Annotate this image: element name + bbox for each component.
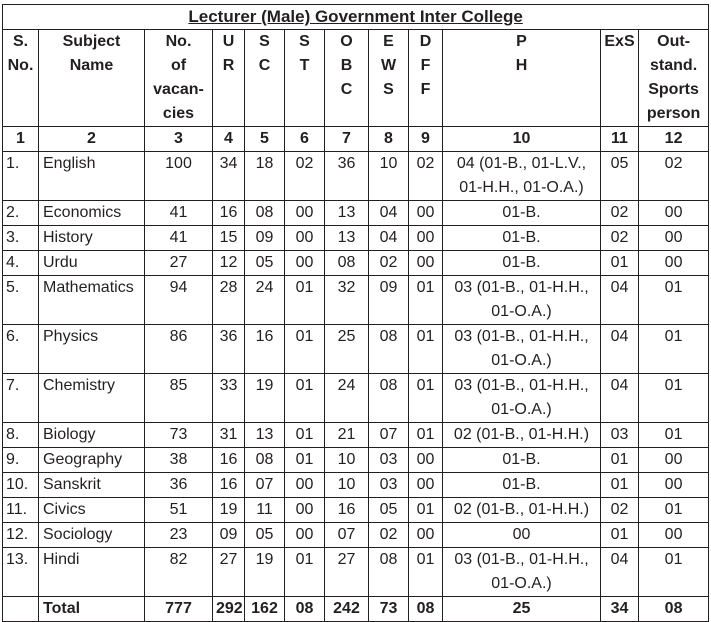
cell-sports: 01 (639, 325, 709, 374)
cell-ph (443, 251, 601, 276)
cell-sc: 08 (245, 201, 285, 226)
cell-ews: 02 (369, 523, 409, 548)
column-number: 12 (639, 127, 709, 152)
cell-ph (443, 201, 601, 226)
cell-ur: 36 (213, 325, 245, 374)
cell-ews: 10 (369, 152, 409, 201)
cell-obc: 27 (325, 548, 369, 597)
column-number-row (3, 127, 709, 152)
cell-ews: 02 (369, 251, 409, 276)
cell-ur: 15 (213, 226, 245, 251)
cell-subject: Urdu (39, 251, 145, 276)
cell-subject: Geography (39, 448, 145, 473)
total-ews: 73 (369, 597, 409, 622)
total-sno-cell (3, 597, 39, 622)
cell-st: 00 (285, 473, 325, 498)
ph-line: 01-B. (502, 476, 541, 493)
header-line: U (222, 33, 235, 50)
cell-dff: 01 (409, 498, 443, 523)
cell-dff: 00 (409, 448, 443, 473)
total-ur: 292 (213, 597, 245, 622)
header-sc (245, 30, 285, 127)
cell-obc: 16 (325, 498, 369, 523)
cell-st: 01 (285, 448, 325, 473)
cell-subject: Physics (39, 325, 145, 374)
cell-exs: 01 (601, 473, 639, 498)
cell-sno: 7. (3, 374, 39, 423)
cell-sc: 07 (245, 473, 285, 498)
header-line: ExS (604, 33, 635, 50)
header-line: S (299, 33, 310, 50)
cell-sno: 9. (3, 448, 39, 473)
cell-subject: Mathematics (39, 276, 145, 325)
header-exs (601, 30, 639, 127)
ph-line: 03 (01-B., 01-H.H., (454, 328, 589, 345)
cell-exs: 01 (601, 448, 639, 473)
cell-dff: 00 (409, 523, 443, 548)
header-sno (3, 30, 39, 127)
cell-st: 01 (285, 276, 325, 325)
header-line: B (340, 57, 353, 74)
cell-exs: 02 (601, 498, 639, 523)
cell-sno: 10. (3, 473, 39, 498)
cell-ews: 05 (369, 498, 409, 523)
cell-subject: English (39, 152, 145, 201)
cell-sno: 2. (3, 201, 39, 226)
ph-line: 03 (01-B., 01-H.H., (454, 551, 589, 568)
ph-line: 03 (01-B., 01-H.H., (454, 377, 589, 394)
cell-obc: 32 (325, 276, 369, 325)
cell-ph (443, 276, 601, 325)
cell-exs: 04 (601, 374, 639, 423)
cell-sports: 00 (639, 201, 709, 226)
table-row (3, 152, 709, 201)
cell-sno: 5. (3, 276, 39, 325)
cell-sc: 18 (245, 152, 285, 201)
header-line: S (383, 81, 394, 98)
header-subject (39, 30, 145, 127)
total-st: 08 (285, 597, 325, 622)
header-line: of (170, 57, 187, 74)
cell-ph (443, 152, 601, 201)
cell-sc: 08 (245, 448, 285, 473)
cell-ews: 08 (369, 374, 409, 423)
ph-line: 01-O.A.) (491, 401, 552, 418)
cell-dff: 01 (409, 548, 443, 597)
table-row (3, 473, 709, 498)
total-row (3, 597, 709, 622)
cell-st: 00 (285, 251, 325, 276)
ph-line: 01-B. (502, 204, 541, 221)
cell-st: 01 (285, 374, 325, 423)
cell-ph (443, 498, 601, 523)
cell-st: 00 (285, 523, 325, 548)
column-number: 8 (369, 127, 409, 152)
header-line: F (420, 57, 431, 74)
cell-ur: 34 (213, 152, 245, 201)
cell-vac: 94 (145, 276, 213, 325)
cell-ews: 04 (369, 201, 409, 226)
cell-sports: 01 (639, 423, 709, 448)
header-line: vacan- (153, 81, 204, 98)
cell-obc: 36 (325, 152, 369, 201)
ph-line: 01-B. (502, 254, 541, 271)
header-ur (213, 30, 245, 127)
table-body (3, 152, 709, 597)
cell-subject: Chemistry (39, 374, 145, 423)
table-row (3, 498, 709, 523)
header-line: Name (69, 57, 114, 74)
total-vacancies: 777 (145, 597, 213, 622)
cell-sc: 24 (245, 276, 285, 325)
total-exs: 34 (601, 597, 639, 622)
cell-ur: 12 (213, 251, 245, 276)
cell-obc: 10 (325, 473, 369, 498)
cell-exs: 01 (601, 523, 639, 548)
cell-dff: 00 (409, 251, 443, 276)
table-row (3, 548, 709, 597)
cell-dff: 00 (409, 201, 443, 226)
cell-exs: 05 (601, 152, 639, 201)
column-number: 4 (213, 127, 245, 152)
cell-sno: 1. (3, 152, 39, 201)
ph-line: 02 (01-B., 01-H.H.) (453, 426, 590, 443)
cell-ph (443, 548, 601, 597)
cell-vac: 82 (145, 548, 213, 597)
header-line: P (516, 33, 527, 50)
cell-vac: 27 (145, 251, 213, 276)
cell-vac: 51 (145, 498, 213, 523)
column-number: 2 (39, 127, 145, 152)
total-ph: 25 (443, 597, 601, 622)
column-number: 5 (245, 127, 285, 152)
cell-sports: 01 (639, 276, 709, 325)
cell-sc: 16 (245, 325, 285, 374)
table-row (3, 276, 709, 325)
cell-ph (443, 448, 601, 473)
header-line: person (646, 105, 701, 122)
cell-ph (443, 423, 601, 448)
header-line: S (259, 33, 270, 50)
header-row (3, 30, 709, 127)
cell-exs: 03 (601, 423, 639, 448)
cell-st: 00 (285, 498, 325, 523)
cell-sc: 05 (245, 523, 285, 548)
cell-ur: 09 (213, 523, 245, 548)
cell-ph (443, 325, 601, 374)
cell-ur: 31 (213, 423, 245, 448)
ph-line: 01-B. (502, 451, 541, 468)
table-row (3, 523, 709, 548)
header-line: S. (12, 33, 29, 50)
cell-exs: 04 (601, 276, 639, 325)
column-number: 1 (3, 127, 39, 152)
cell-sno: 11. (3, 498, 39, 523)
header-dff (409, 30, 443, 127)
cell-subject: Sanskrit (39, 473, 145, 498)
ph-line: 03 (01-B., 01-H.H., (454, 279, 589, 296)
cell-subject: Civics (39, 498, 145, 523)
cell-sports: 02 (639, 152, 709, 201)
cell-ph (443, 226, 601, 251)
cell-sports: 00 (639, 448, 709, 473)
cell-ph (443, 473, 601, 498)
table-row (3, 374, 709, 423)
cell-sports: 00 (639, 473, 709, 498)
header-line: C (258, 57, 271, 74)
cell-obc: 21 (325, 423, 369, 448)
ph-line: 02 (01-B., 01-H.H.) (453, 501, 590, 518)
cell-sports: 01 (639, 548, 709, 597)
cell-sno: 3. (3, 226, 39, 251)
column-number: 11 (601, 127, 639, 152)
column-number: 9 (409, 127, 443, 152)
header-line: cies (162, 105, 195, 122)
header-sports (639, 30, 709, 127)
cell-vac: 85 (145, 374, 213, 423)
cell-subject: History (39, 226, 145, 251)
total-sc: 162 (245, 597, 285, 622)
column-number: 7 (325, 127, 369, 152)
cell-exs: 02 (601, 201, 639, 226)
header-line: No. (165, 33, 192, 50)
cell-obc: 24 (325, 374, 369, 423)
cell-ews: 07 (369, 423, 409, 448)
cell-sno: 4. (3, 251, 39, 276)
cell-st: 01 (285, 548, 325, 597)
cell-exs: 04 (601, 325, 639, 374)
header-st (285, 30, 325, 127)
header-line: C (340, 81, 353, 98)
table-row (3, 201, 709, 226)
cell-ews: 04 (369, 226, 409, 251)
header-obc (325, 30, 369, 127)
ph-line: 01-O.A.) (491, 303, 552, 320)
header-line: D (419, 33, 432, 50)
ph-line: 01-O.A.) (491, 575, 552, 592)
cell-obc: 08 (325, 251, 369, 276)
header-line: stand. (650, 57, 698, 74)
header-line: Sports (648, 81, 699, 98)
header-line: O (340, 33, 353, 50)
cell-dff: 01 (409, 423, 443, 448)
cell-st: 02 (285, 152, 325, 201)
cell-sno: 8. (3, 423, 39, 448)
cell-sc: 09 (245, 226, 285, 251)
cell-dff: 01 (409, 276, 443, 325)
header-ews (369, 30, 409, 127)
cell-ews: 08 (369, 325, 409, 374)
cell-sc: 19 (245, 548, 285, 597)
table-title: Lecturer (Male) Government Inter College (3, 5, 709, 30)
cell-exs: 02 (601, 226, 639, 251)
header-line: H (515, 57, 528, 74)
total-obc: 242 (325, 597, 369, 622)
cell-dff: 01 (409, 325, 443, 374)
total-sports: 08 (639, 597, 709, 622)
cell-sports: 00 (639, 523, 709, 548)
cell-subject: Sociology (39, 523, 145, 548)
vacancy-table (2, 4, 709, 622)
cell-exs: 04 (601, 548, 639, 597)
header-line: Out- (657, 33, 691, 50)
cell-ews: 09 (369, 276, 409, 325)
cell-ews: 03 (369, 448, 409, 473)
cell-subject: Biology (39, 423, 145, 448)
cell-sports: 01 (639, 498, 709, 523)
cell-ur: 16 (213, 473, 245, 498)
ph-line: 01-B. (502, 229, 541, 246)
table-row (3, 251, 709, 276)
cell-dff: 02 (409, 152, 443, 201)
cell-ur: 16 (213, 448, 245, 473)
total-dff: 08 (409, 597, 443, 622)
total-label: Total (39, 597, 145, 622)
cell-st: 01 (285, 423, 325, 448)
header-vacancies (145, 30, 213, 127)
cell-sc: 05 (245, 251, 285, 276)
cell-ur: 28 (213, 276, 245, 325)
cell-obc: 13 (325, 201, 369, 226)
cell-sc: 19 (245, 374, 285, 423)
table-row (3, 226, 709, 251)
header-line: R (222, 57, 235, 74)
table-row (3, 423, 709, 448)
cell-dff: 00 (409, 226, 443, 251)
header-line: F (420, 81, 431, 98)
column-number: 10 (443, 127, 601, 152)
cell-ews: 08 (369, 548, 409, 597)
column-number: 3 (145, 127, 213, 152)
cell-sports: 00 (639, 251, 709, 276)
cell-sc: 11 (245, 498, 285, 523)
header-line: Subject (62, 33, 121, 50)
table-row (3, 448, 709, 473)
cell-ur: 16 (213, 201, 245, 226)
cell-sno: 6. (3, 325, 39, 374)
header-line: E (383, 33, 394, 50)
header-line: W (380, 57, 397, 74)
cell-sc: 13 (245, 423, 285, 448)
table-row (3, 325, 709, 374)
cell-obc: 07 (325, 523, 369, 548)
cell-sports: 00 (639, 226, 709, 251)
cell-obc: 25 (325, 325, 369, 374)
ph-line: 01-O.A.) (491, 352, 552, 369)
cell-vac: 100 (145, 152, 213, 201)
cell-st: 00 (285, 201, 325, 226)
cell-ph (443, 523, 601, 548)
cell-st: 00 (285, 226, 325, 251)
cell-vac: 36 (145, 473, 213, 498)
ph-line: 04 (01-B., 01-L.V., (456, 155, 587, 172)
cell-ur: 33 (213, 374, 245, 423)
cell-ph (443, 374, 601, 423)
cell-dff: 00 (409, 473, 443, 498)
cell-vac: 41 (145, 226, 213, 251)
ph-line: 00 (512, 526, 531, 543)
header-line: T (299, 57, 310, 74)
cell-obc: 10 (325, 448, 369, 473)
cell-obc: 13 (325, 226, 369, 251)
cell-sno: 13. (3, 548, 39, 597)
cell-exs: 01 (601, 251, 639, 276)
cell-vac: 38 (145, 448, 213, 473)
cell-subject: Hindi (39, 548, 145, 597)
cell-sno: 12. (3, 523, 39, 548)
header-line: No. (7, 57, 34, 74)
cell-st: 01 (285, 325, 325, 374)
cell-ur: 27 (213, 548, 245, 597)
cell-sports: 01 (639, 374, 709, 423)
header-ph (443, 30, 601, 127)
column-number: 6 (285, 127, 325, 152)
cell-subject: Economics (39, 201, 145, 226)
cell-vac: 23 (145, 523, 213, 548)
cell-vac: 41 (145, 201, 213, 226)
cell-vac: 73 (145, 423, 213, 448)
cell-ur: 19 (213, 498, 245, 523)
cell-vac: 86 (145, 325, 213, 374)
ph-line: 01-H.H., 01-O.A.) (459, 179, 584, 196)
cell-ews: 03 (369, 473, 409, 498)
cell-dff: 01 (409, 374, 443, 423)
